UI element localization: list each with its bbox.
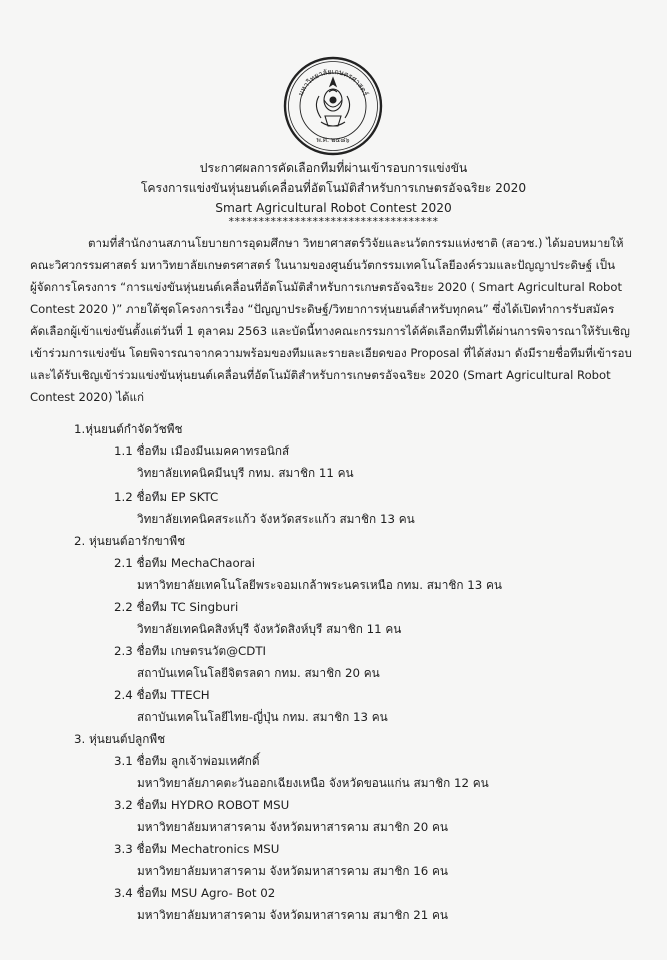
intro-line: Contest 2020 )” ภายใต้ชุดโครงการเรื่อง “ปัญญาประดิษฐ์/วิทยาการหุ่นยนต์สำหรับทุกคน” ซึ่งได้เปิดทำการรับสมัคร	[30, 302, 615, 316]
team-institution: วิทยาลัยเทคนิคมีนบุรี กทม. สมาชิก 11 คน	[137, 466, 354, 480]
team-name: 3.1 ชื่อทีม ลูกเจ้าพ่อมเหศักดิ์	[114, 754, 260, 768]
team-name: 3.3 ชื่อทีม Mechatronics MSU	[114, 842, 280, 856]
team-institution: มหาวิทยาลัยมหาสารคาม จังหวัดมหาสารคาม สมาชิก 20 คน	[137, 820, 448, 834]
team-name: 3.2 ชื่อทีม HYDRO ROBOT MSU	[114, 798, 290, 812]
team-name: 3.4 ชื่อทีม MSU Agro- Bot 02	[114, 886, 276, 900]
intro-line: คัดเลือกผู้เข้าแข่งขันตั้งแต่วันที่ 1 ตุลาคม 2563 และบัดนี้ทางคณะกรรมการได้คัดเลือกทีมที่ได้ผ่านการพิจารณาให้รับเชิญ	[30, 324, 630, 338]
team-name: 2.3 ชื่อทีม เกษตรนวัต@CDTI	[114, 644, 267, 658]
team-institution: มหาวิทยาลัยมหาสารคาม จังหวัดมหาสารคาม สมาชิก 21 คน	[137, 908, 448, 922]
team-institution: มหาวิทยาลัยเทคโนโลยีพระจอมเกล้าพระนครเหนือ กทม. สมาชิก 13 คน	[137, 578, 502, 592]
category-weed-robot: 1.หุ่นยนต์กำจัดวัชพืช	[74, 422, 183, 436]
team-name: 1.1 ชื่อทีม เมืองมีนเมคคาทรอนิกส์	[114, 444, 290, 458]
project-title: โครงการแข่งขันหุ่นยนต์เคลื่อนที่อัตโนมัติสำหรับการเกษตรอัจฉริยะ 2020	[140, 181, 527, 195]
team-institution: วิทยาลัยเทคนิคสระแก้ว จังหวัดสระแก้ว สมาชิก 13 คน	[137, 512, 415, 526]
category-protection-robot: 2. หุ่นยนต์อารักขาพืช	[74, 534, 186, 548]
separator-stars: ***********************************	[228, 215, 439, 228]
contest-title-en: Smart Agricultural Robot Contest 2020	[215, 201, 452, 215]
intro-line: เข้าร่วมการแข่งขัน โดยพิจารณาจากความพร้อมของทีมและรายละเอียดของ Proposal ที่ได้ส่งมา ดังมีรายชื่อทีมที่เข้ารอบ	[30, 346, 632, 360]
intro-line: คณะวิศวกรรมศาสตร์ มหาวิทยาลัยเกษตรศาสตร์ ในนามของศูนย์นวัตกรรมเทคโนโลยีองค์รวมและปัญญาประดิษฐ์ เป็น	[30, 258, 616, 272]
announcement-title: ประกาศผลการคัดเลือกทีมที่ผ่านเข้ารอบการแข่งขัน	[199, 161, 468, 175]
svg-text:มหาวิทยาลัยเกษตรศาสตร์: มหาวิทยาลัยเกษตรศาสตร์	[295, 66, 371, 98]
university-seal	[283, 56, 383, 156]
team-institution: สถาบันเทคโนโลยีไทย-ญี่ปุ่น กทม. สมาชิก 13 คน	[137, 710, 388, 724]
intro-line: Contest 2020) ได้แก่	[30, 390, 145, 404]
team-name: 2.4 ชื่อทีม TTECH	[114, 688, 210, 702]
intro-line: และได้รับเชิญเข้าร่วมแข่งขันหุ่นยนต์เคลื่อนที่อัตโนมัติสำหรับการเกษตรอัจฉริยะ 2020 (Smart Agricultural Robot	[30, 368, 611, 382]
team-institution: มหาวิทยาลัยภาคตะวันออกเฉียงเหนือ จังหวัดขอนแก่น สมาชิก 12 คน	[137, 776, 489, 790]
category-planting-robot: 3. หุ่นยนต์ปลูกพืช	[74, 732, 166, 746]
intro-line: ผู้จัดการโครงการ “การแข่งขันหุ่นยนต์เคลื่อนที่อัตโนมัติสำหรับการเกษตรอัจฉริยะ 2020 ( Smart Agricultural Robot	[30, 280, 623, 294]
team-name: 2.2 ชื่อทีม TC Singburi	[114, 600, 239, 614]
team-institution: มหาวิทยาลัยมหาสารคาม จังหวัดมหาสารคาม สมาชิก 16 คน	[137, 864, 448, 878]
team-name: 1.2 ชื่อทีม EP SKTC	[114, 490, 219, 504]
team-name: 2.1 ชื่อทีม MechaChaorai	[114, 556, 256, 570]
team-institution: สถาบันเทคโนโลยีจิตรลดา กทม. สมาชิก 20 คน	[137, 666, 380, 680]
intro-line: ตามที่สำนักงานสภานโยบายการอุดมศึกษา วิทยาศาสตร์วิจัยและนวัตกรรมแห่งชาติ (สอวช.) ได้มอบหมายให้	[88, 236, 624, 250]
team-institution: วิทยาลัยเทคนิคสิงห์บุรี จังหวัดสิงห์บุรี สมาชิก 11 คน	[137, 622, 402, 636]
svg-text:พ.ศ. ๒๔๘๖: พ.ศ. ๒๔๘๖	[316, 136, 350, 144]
